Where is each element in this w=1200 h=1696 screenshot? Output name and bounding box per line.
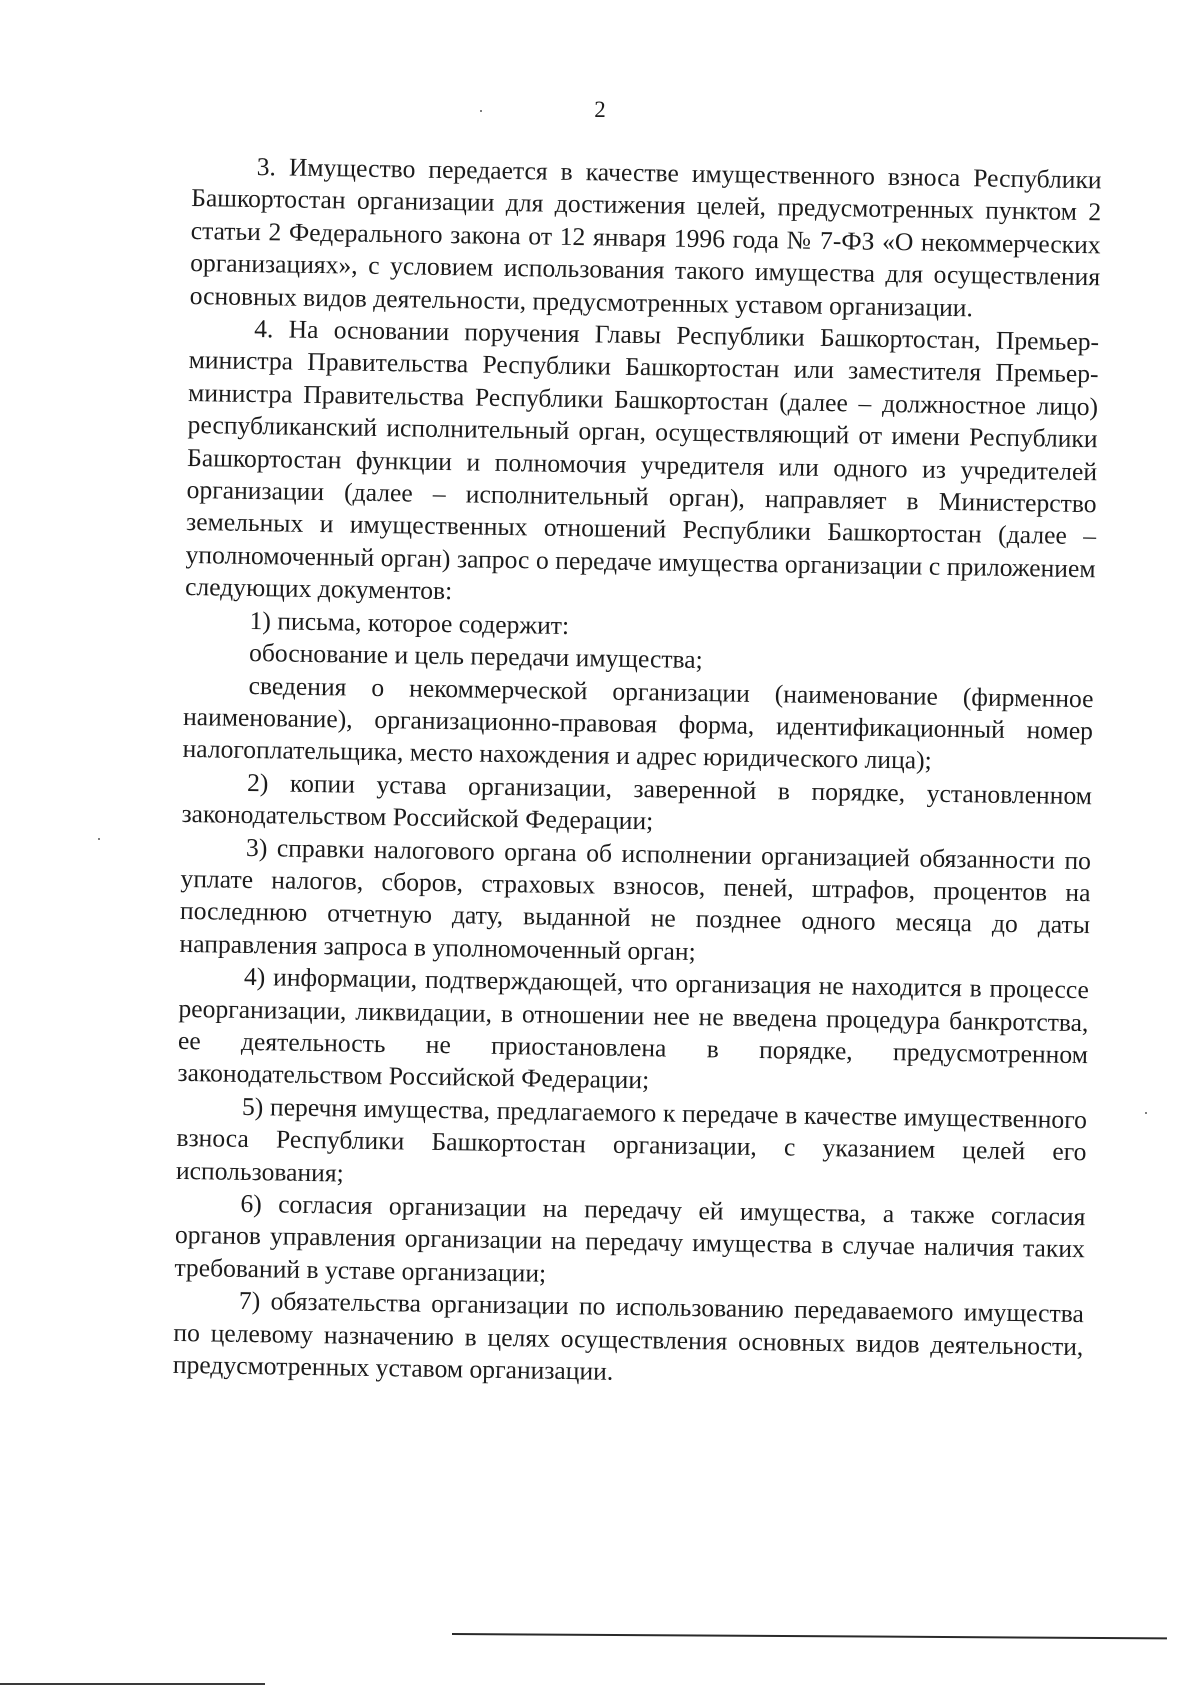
scan-edge-line-right (452, 1633, 1167, 1639)
list-item-2: 2) копии устава организации, заверенной в порядке, установленном законодательством Российской Федерации; (181, 767, 1093, 836)
list-item-5: 5) перечня имущества, предлагаемого к передаче в качестве имущественного взноса Республики Башкортостан организации, с указанием целей его использования; (175, 1091, 1088, 1188)
list-item-1: 1) письма, которое содержит: (249, 605, 570, 640)
scan-speck (480, 110, 482, 112)
list-item-1-details: сведения о некоммерческой организации (наименование (фирменное наименование), организационно-правовая форма, идентификационный номер налогоплательщика, место нахождения и адрес юридического лица); (182, 670, 1094, 776)
scan-speck (98, 838, 100, 840)
scan-edge-line-left (0, 1683, 265, 1685)
list-item-3: 3) справки налогового органа об исполнении организацией обязанности по уплате налогов, сборов, страховых взносов, пеней, штрафов, процентов на последнюю отчетную дату, выданной не позднее одного месяца до даты направления запроса в уполномоченный орган; (179, 832, 1092, 966)
document-body (173, 150, 1102, 1396)
page-number: 2 (594, 97, 606, 122)
list-item-7: 7) обязательства организации по использованию передаваемого имущества по целевому назначению в целях осуществления основных видов деятельности, предусмотренных уставом организации. (172, 1286, 1085, 1386)
list-item-4: 4) информации, подтверждающей, что организация не находится в процессе реорганизации, ликвидации, в отношении нее не введена процедура банкротства, ее деятельность не приостановлена в порядке, предусмотренном законодательством Российской Федерации; (177, 962, 1090, 1095)
paragraph-4: 4. На основании поручения Главы Республики Башкортостан, Премьер-министра Правительства Республики Башкортостан или заместителя Премьер-министра Правительства Республики Башкортостан (далее – должностное лицо) республиканский исполнительный орган, осуществляющий от имени Республики Башкортостан функции и полномочия учредителя или одного из учредителей организации (далее – исполнительный орган), направляет в Министерство земельных и имущественных отношений Республики Башкортостан (далее – уполномоченный орган) запрос о передаче имущества организации с приложением следующих документов: (184, 314, 1100, 606)
list-item-6: 6) согласия организации на передачу ей имущества, а также согласия органов управления организации на передачу имущества в случае наличия таких требований в уставе организации; (174, 1188, 1086, 1288)
list-item-1-purpose: обоснование и цель передачи имущества; (248, 638, 704, 675)
scan-speck (1145, 1112, 1147, 1114)
paragraph-3: 3. Имущество передается в качестве имущественного взноса Республики Башкортостан организации для достижения целей, предусмотренных пунктом 2 статьи 2 Федерального закона от 12 января 1996 года № 7-ФЗ «О некоммерческих организациях», с условием использования такого имущества для осуществления основных видов деятельности, предусмотренных уставом организации. (189, 152, 1102, 322)
